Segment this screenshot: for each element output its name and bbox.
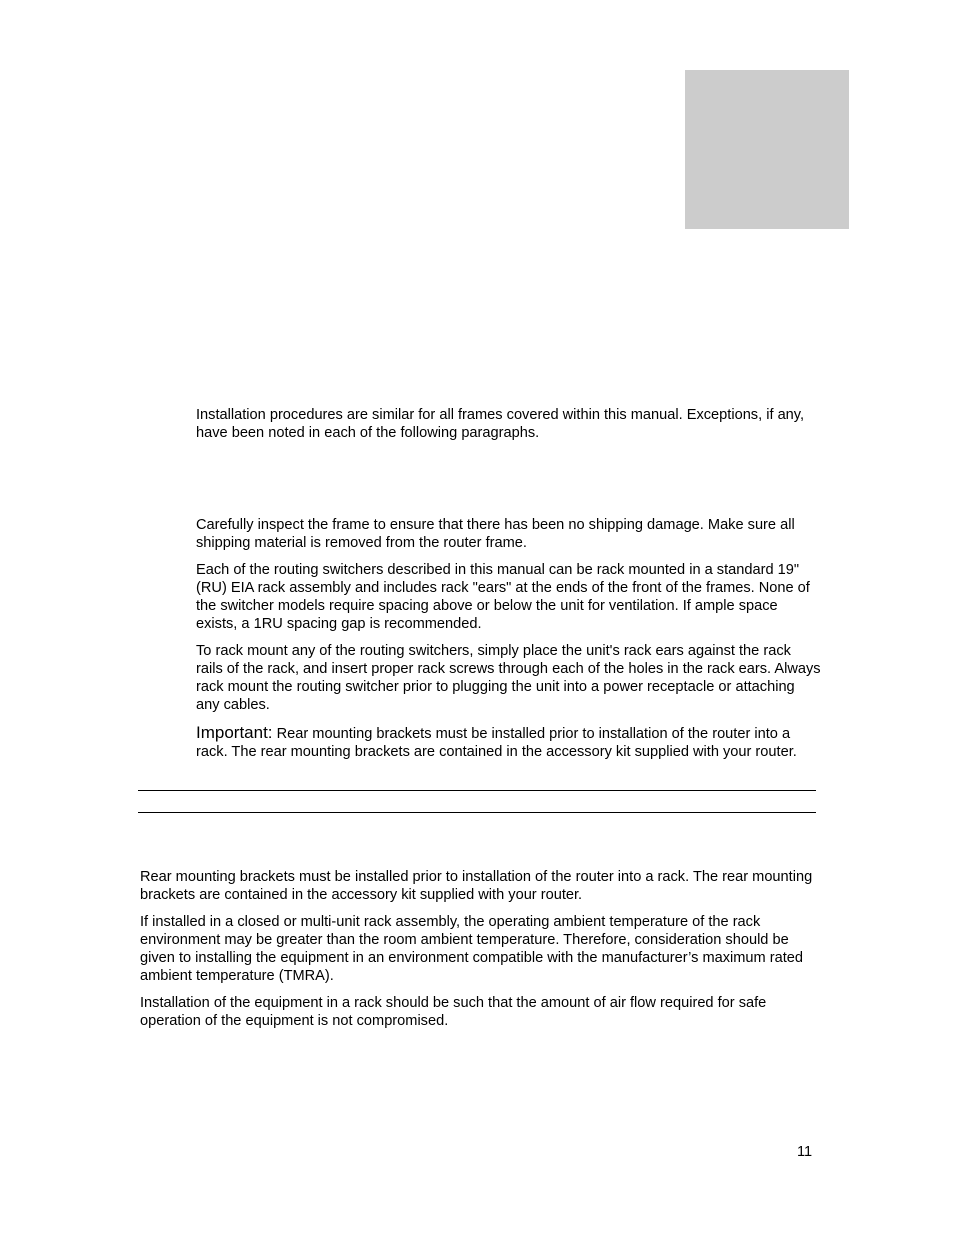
rack-mount-paragraph: Each of the routing switchers described in this manual can be rack mounted in a standard 19" (RU) EIA rack assembly and includes rack "ears" at the ends of the front of the frames. None of the switcher models require spacing above or below the unit for ventilation. If ample space exists, a 1RU spacing gap is recommended. — [196, 562, 810, 632]
procedure-paragraph: To rack mount any of the routing switchers, simply place the unit's rack ears against the rack rails of the rack, and insert proper rack screws through each of the holes in the rack ears. Always rack mount the routing switcher prior to plugging the unit into a power receptacle or attaching any cables. — [196, 643, 821, 713]
section-rule-bottom — [138, 812, 816, 813]
page-number: 11 — [797, 1144, 813, 1160]
important-label: Important: — [196, 723, 273, 742]
intro-paragraph: Installation procedures are similar for all frames covered within this manual. Exceptions, if any, have been noted in each of the following paragraphs. — [196, 407, 805, 441]
section-rule-top — [138, 790, 816, 791]
temperature-paragraph: If installed in a closed or multi-unit rack assembly, the operating ambient temperature of the rack environment may be greater than the room ambient temperature. Therefore, consideration should be given to installing the equipment in an environment compatible with the manufacturer’s maximum rated ambient temperature (TMRA). — [140, 914, 804, 984]
important-note — [196, 724, 821, 761]
inspect-paragraph: Carefully inspect the frame to ensure that there has been no shipping damage. Make sure all shipping material is removed from the router frame. — [196, 517, 795, 551]
airflow-paragraph: Installation of the equipment in a rack should be such that the amount of air flow required for safe operation of the equipment is not compromised. — [140, 995, 767, 1029]
chapter-tab-block — [685, 70, 849, 229]
brackets-paragraph: Rear mounting brackets must be installed prior to installation of the router into a rack. The rear mounting brackets are contained in the accessory kit supplied with your router. — [140, 869, 813, 903]
important-note-text: Rear mounting brackets must be installed prior to installation of the router into a rack. The rear mounting brackets are contained in the accessory kit supplied with your router. — [196, 726, 797, 760]
